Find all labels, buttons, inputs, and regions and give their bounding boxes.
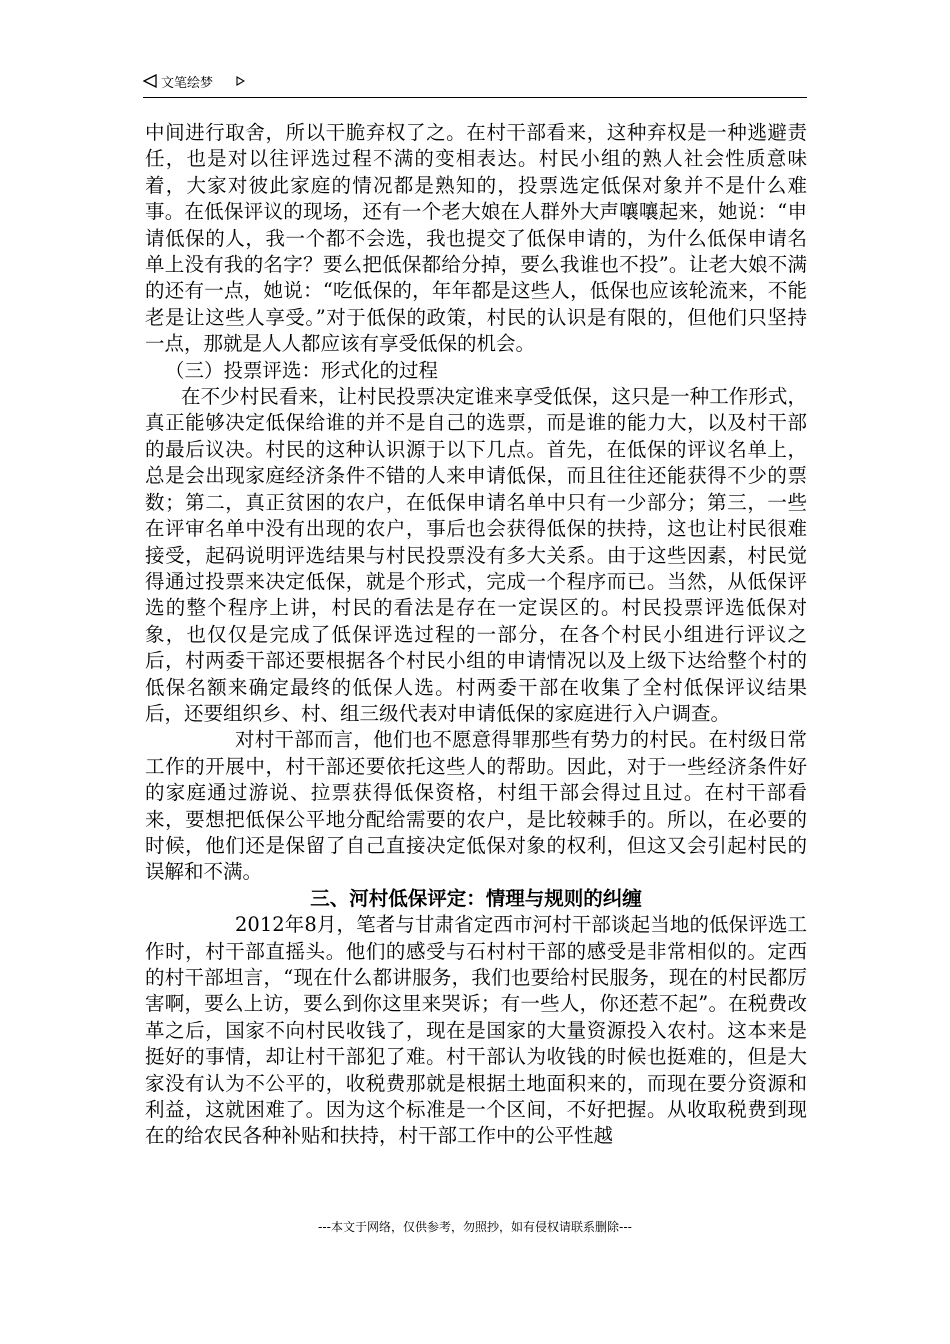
- left-triangle-icon: [143, 74, 157, 88]
- page-header: [143, 62, 807, 98]
- page-footer-disclaimer: ---本文于网络，仅供参考，勿照抄，如有侵权请联系删除---: [318, 1220, 632, 1234]
- section-subheading: （三）投票评选：形式化的过程: [165, 358, 439, 382]
- paragraph: 对村干部而言，他们也不愿意得罪那些有势力的村民。在村级日常工作的开展中，村干部还要依托这些人的帮助。因此，对于一些经济条件好的家庭通过游说、拉票获得低保资格，村组干部会得过且过。在村干部看来，要想把低保公平地分配给需要的农户，是比较棘手的。所以，在必要的时候，他们还是保留了自己直接决定低保对象的权利，但这又会引起村民的误解和不满。: [145, 728, 807, 884]
- paragraph: 中间进行取舍，所以干脆弃权了之。在村干部看来，这种弃权是一种逃避责任，也是对以往评选过程不满的变相表达。村民小组的熟人社会性质意味着，大家对彼此家庭的情况都是熟知的，投票选定低保对象并不是什么难事。在低保评议的现场，还有一个老大娘在人群外大声嚷嚷起来，她说：“申请低保的人，我一个都不会选，我也提交了低保申请的，为什么低保申请名单上没有我的名字？要么把低保都给分掉，要么我谁也不投”。让老大娘不满的还有一点，她说：“吃低保的，年年都是这些人，低保也应该轮流来，不能老是让这些人享受。”对于低保的政策，村民的认识是有限的，但他们只坚持一点，那就是人人都应该有享受低保的机会。: [145, 121, 807, 356]
- paragraph: 在不少村民看来，让村民投票决定谁来享受低保，这只是一种工作形式，真正能够决定低保给谁的并不是自己的选票，而是谁的能力大，以及村干部的最后议决。村民的这种认识源于以下几点。首先，在低保的评议名单上，总是会出现家庭经济条件不错的人来申请低保，而且往往还能获得不少的票数；第二，真正贫困的农户，在低保申请名单中只有一少部分；第三，一些在评审名单中没有出现的农户，事后也会获得低保的扶持，这也让村民很难接受，起码说明评选结果与村民投票没有多大关系。由于这些因素，村民觉得通过投票来决定低保，就是个形式，完成一个程序而已。当然，从低保评选的整个程序上讲，村民的看法是存在一定误区的。村民投票评选低保对象，也仅仅是完成了低保评选过程的一部分，在各个村民小组进行评议之后，村两委干部还要根据各个村民小组的申请情况以及上级下达给整个村的低保名额来确定最终的低保人选。村两委干部在收集了全村低保评议结果后，还要组织乡、村、组三级代表对申请低保的家庭进行入户调查。: [145, 385, 807, 725]
- paragraph: 2012年8月，笔者与甘肃省定西市河村干部谈起当地的低保评选工作时，村干部直摇头。他们的感受与石村村干部的感受是非常相似的。定西的村干部坦言，“现在什么都讲服务，我们也要给村民服务，现在的村民都厉害啊，要么上访，要么到你这里来哭诉；有一些人，你还惹不起”。在税费改革之后，国家不向村民收钱了，现在是国家的大量资源投入农村。这本来是挺好的事情，却让村干部犯了难。村干部认为收钱的时候也挺难的，但是大家没有认为不公平的，收税费那就是根据土地面积来的，而现在要分资源和利益，这就困难了。因为这个标准是一个区间，不好把握。从收取税费到现在的给农民各种补贴和扶持，村干部工作中的公平性越: [145, 913, 807, 1148]
- header-brand: 文笔绘梦: [161, 76, 214, 91]
- right-triangle-icon: [236, 76, 245, 86]
- document-body: [145, 120, 807, 1150]
- section-heading: 三、河村低保评定：情理与规则的纠缠: [310, 886, 642, 910]
